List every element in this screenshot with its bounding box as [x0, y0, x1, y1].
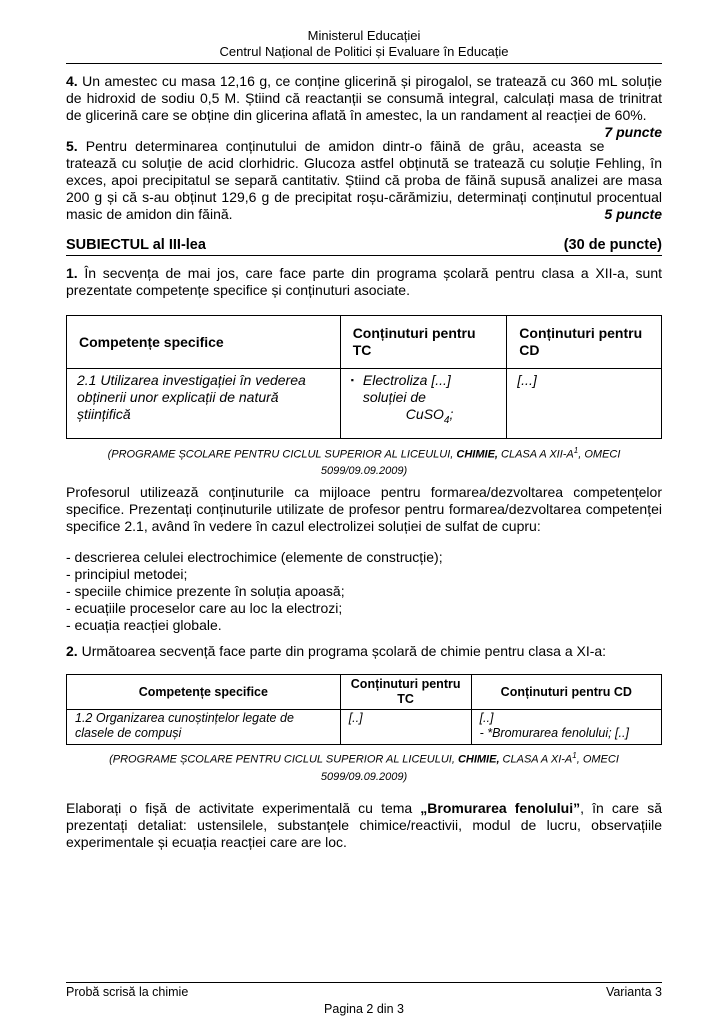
- section-2-intro-text: Următoarea secvență face parte din programa școlară de chimie pentru clasa a XI-a:: [77, 643, 607, 660]
- table-1-competency-cell: 2.1 Utilizarea investigației în vederea obținerii unor explicații de natură științifică: [67, 369, 341, 439]
- program-caption-2: [66, 747, 662, 786]
- table-2-body-row: [67, 710, 662, 745]
- section-1-intro-text: În secvența de mai jos, care face parte din programa școlară pentru clasa a XII-a, sunt prezentate competențe specifice și conținuturi asociate.: [66, 265, 662, 298]
- requirement-item: - speciile chimice prezente în soluția apoasă;: [66, 583, 345, 600]
- center-line: Centrul Național de Politici și Evaluare în Educație: [219, 44, 509, 59]
- section-2-intro: [66, 643, 662, 660]
- ministry-line: Ministerul Educației: [307, 28, 421, 43]
- caption-2-part-1: (PROGRAME ȘCOLARE PENTRU CICLUL SUPERIOR AL LICEULUI,: [109, 754, 458, 767]
- table-1-header-competente: Competențe specifice: [67, 316, 341, 369]
- table-1-header-tc: Conținuturi pentru TC: [340, 316, 507, 369]
- caption-2-bold: CHIMIE,: [457, 754, 500, 767]
- table-2-header-cd: Conținuturi pentru CD: [471, 675, 661, 710]
- table-2-competency-cell: 1.2 Organizarea cunoștințelor legate de clasele de compuși: [67, 710, 341, 745]
- question-5: [66, 138, 662, 223]
- tc-line-1: Electroliza [...] soluției de: [362, 372, 451, 405]
- table-1-header-cd: Conținuturi pentru CD: [507, 316, 662, 369]
- caption-1-part-3: , OMECI 5099/09.09.2009): [320, 448, 621, 478]
- final-task-paragraph: [66, 800, 662, 851]
- question-4-text: Un amestec cu masa 12,16 g, ce conține glicerină și pirogalol, se tratează cu 360 mL soluție de hidroxid de sodiu 0,5 M. Știind că reactanții se consumă integral, calculați masa de trinitrat de glicerină care se obține din glicerina aflată în amestec, la un randament al reacției de 60%.: [66, 73, 662, 123]
- caption-2-superscript: 1: [572, 751, 577, 761]
- footer-page-number: Pagina 2 din 3: [324, 1002, 404, 1016]
- task-part-1: Elaborați o fișă de activitate experimentală cu tema: [66, 800, 421, 817]
- question-5-points: 5 puncte: [604, 206, 662, 222]
- square-bullet-icon: ▪: [350, 375, 354, 385]
- table-2-tc-cell: [..]: [340, 710, 471, 745]
- curriculum-table-2: [66, 674, 662, 745]
- footer-variant: Varianta 3: [605, 985, 662, 999]
- table-1-cd-cell: [...]: [507, 369, 662, 439]
- requirement-item: - ecuația reacției globale.: [66, 617, 222, 634]
- table-2-header-row: [67, 675, 662, 710]
- caption-2-part-3: , OMECI 5099/09.09.2009): [320, 754, 619, 784]
- caption-1-part-1: (PROGRAME ȘCOLARE PENTRU CICLUL SUPERIOR AL LICEULUI,: [107, 448, 457, 461]
- formula-tail: ;: [449, 406, 454, 422]
- question-5-number: 5.: [66, 138, 78, 154]
- table-1-tc-cell: [340, 369, 507, 439]
- formula-subscript: 4: [443, 414, 450, 426]
- table-1-header-row: [67, 316, 662, 369]
- section-2-number: 2.: [66, 643, 78, 660]
- subject-3-title: SUBIECTUL al III-lea: [66, 237, 206, 253]
- question-4: [66, 73, 662, 140]
- task-theme-bold: „Bromurarea fenolului”: [420, 800, 581, 817]
- requirement-item: - descrierea celulei electrochimice (elemente de construcție);: [66, 549, 443, 566]
- professor-paragraph: Profesorul utilizează conținuturile ca mijloace pentru formarea/dezvoltarea competențelor specifice. Prezentați conținuturile utilizate de profesor pentru formarea/dezvoltarea competenței specifice 2.1, având în vedere în cazul electrolizei soluției de sulfat de cupru:: [66, 484, 662, 535]
- section-1-intro: [66, 265, 662, 299]
- requirement-item: - ecuațiile proceselor care au loc la electrozi;: [66, 600, 343, 617]
- caption-1-bold: CHIMIE,: [456, 448, 498, 461]
- tc-formula: [363, 406, 496, 429]
- footer-exam-name: Probă scrisă la chimie: [66, 985, 189, 999]
- section-1-number: 1.: [66, 265, 78, 281]
- page-footer: [66, 982, 662, 1017]
- question-4-points: 7 puncte: [604, 124, 662, 140]
- table-1-body-row: [67, 369, 662, 439]
- footer-rule-row: [66, 982, 662, 1000]
- question-4-number: 4.: [66, 73, 78, 89]
- task-part-2: , în care să prezentați detaliat: ustensilele, substanțele chimice/reactivii, modul de lucru, observațiile experimentale și ecuația reacției care are loc.: [66, 800, 662, 851]
- requirement-list: [66, 549, 662, 634]
- subject-3-heading: [66, 237, 662, 256]
- caption-2-part-2: CLASA A XI-A: [499, 754, 573, 767]
- table-2-cd-cell: [471, 710, 661, 745]
- caption-1-part-2: CLASA A XII-A: [497, 448, 574, 461]
- table-2-header-competente: Competențe specifice: [67, 675, 341, 710]
- program-caption-1: [66, 442, 662, 481]
- cd-line-1: [..]: [479, 711, 494, 726]
- formula-base: CuSO: [405, 406, 444, 422]
- requirement-item: - principiul metodei;: [66, 566, 188, 583]
- curriculum-table-1: [66, 315, 662, 439]
- table-2-header-tc: Conținuturi pentru TC: [340, 675, 471, 710]
- caption-1-superscript: 1: [573, 445, 579, 455]
- question-5-text: Pentru determinarea conținutului de amidon dintr-o făină de grâu, aceasta se tratează cu soluție de acid clorhidric. Glucoza astfel obținută se tratează cu soluție Fehling, în exces, apoi precipitatul se separă cantitativ. Știind că proba de făină supusă analizei are masa 200 g și că s-au obținut 129,6 g de precipitat roșu-cărămiziu, determinați conținutul procentual masic de amidon din făină.: [66, 138, 662, 222]
- cd-line-2: - *Bromurarea fenolului; [..]: [479, 726, 629, 741]
- subject-3-points: (30 de puncte): [563, 237, 662, 253]
- document-header: [66, 28, 662, 64]
